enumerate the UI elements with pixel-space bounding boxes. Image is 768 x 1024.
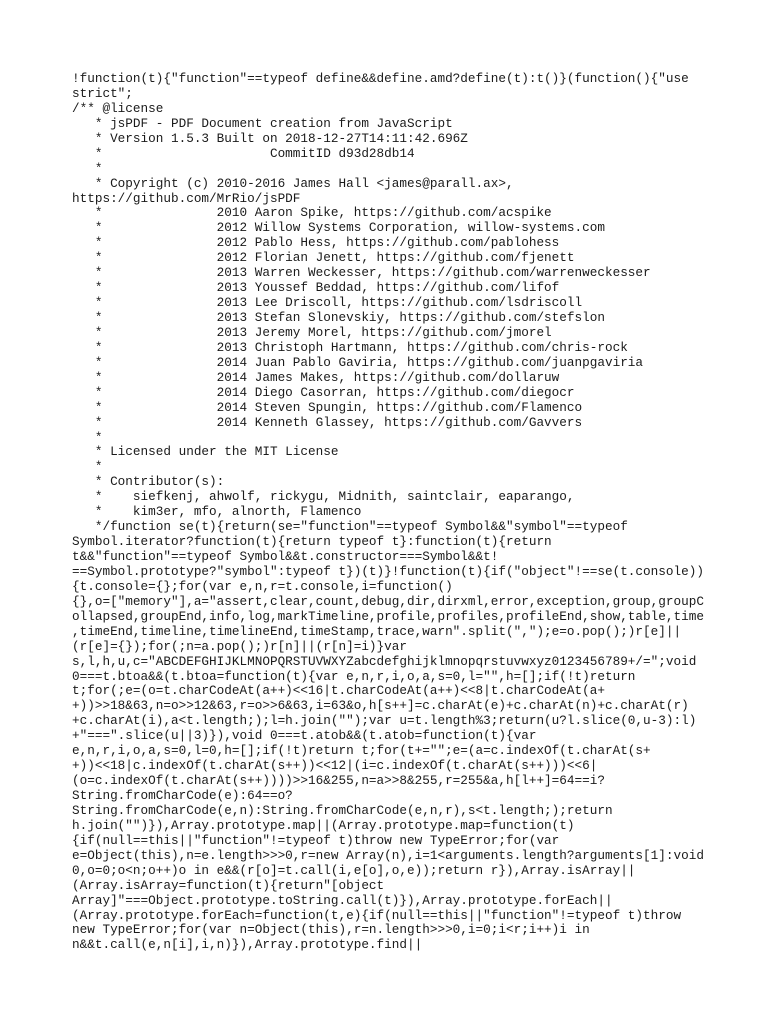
code-line: * 2013 Youssef Beddad, https://github.com/lifof	[72, 280, 560, 296]
code-line: String.fromCharCode(e,n):String.fromCharCode(e,n,r),s<t.length;);return	[72, 802, 613, 818]
code-line: +c.charAt(i),a<t.length;);l=h.join("");var u=t.length%3;return(u?l.slice(0,u-3):l)	[72, 713, 697, 729]
code-line: Array]"===Object.prototype.toString.call(t)}),Array.prototype.forEach||	[72, 892, 613, 908]
code-line: {},o=["memory"],a="assert,clear,count,debug,dir,dirxml,error,exception,group,groupC	[72, 593, 704, 609]
code-line: {t.console={};for(var e,n,r=t.console,i=function()	[72, 578, 453, 594]
code-line: * Contributor(s):	[72, 474, 225, 490]
code-line: * 2014 Diego Casorran, https://github.com/diegocr	[72, 384, 575, 400]
code-line: * 2013 Christoph Hartmann, https://github.com/chris-rock	[72, 339, 628, 355]
code-line: (r[e]={});for(;n=a.pop();)r[n]||(r[n]=i)}var	[72, 638, 408, 654]
code-line: +"===".slice(u||3)}),void 0===t.atob&&(t.atob=function(t){var	[72, 728, 537, 744]
code-line: 0===t.btoa&&(t.btoa=function(t){var e,n,r,i,o,a,s=0,l="",h=[];if(!t)return	[72, 668, 636, 684]
code-line: * 2013 Stefan Slonevskiy, https://github.com/stefslon	[72, 310, 605, 325]
code-line: !function(t){"function"==typeof define&&define.amd?define(t):t()}(function(){"use	[72, 71, 689, 86]
code-line: * kim3er, mfo, alnorth, Flamenco	[72, 504, 362, 520]
code-line: e=Object(this),n=e.length>>>0,r=new Array(n),i=1<arguments.length?arguments[1]:void	[72, 847, 704, 863]
code-line: * Copyright (c) 2010-2016 James Hall <james@parall.ax>,	[72, 175, 514, 191]
code-line: e,n,r,i,o,a,s=0,l=0,h=[];if(!t)return t;for(t+="";e=(a=c.indexOf(t.charAt(s+	[72, 743, 651, 759]
code-line: (Array.isArray=function(t){return"[object	[72, 877, 385, 893]
code-line: * 2010 Aaron Spike, https://github.com/acspike	[72, 205, 552, 221]
code-line: ollapsed,groupEnd,info,log,markTimeline,profile,profiles,profileEnd,show,table,time	[72, 608, 704, 624]
code-line: s,l,h,u,c="ABCDEFGHIJKLMNOPQRSTUVWXYZabcdefghijklmnopqrstuvwxyz0123456789+/=";void	[72, 653, 697, 669]
code-line: *	[72, 160, 103, 176]
code-line: * jsPDF - PDF Document creation from JavaScript	[72, 115, 453, 131]
code-line: strict";	[72, 85, 133, 101]
code-line: Symbol.iterator?function(t){return typeof t}:function(t){return	[72, 534, 552, 550]
code-line: String.fromCharCode(e):64==o?	[72, 788, 293, 803]
code-line: https://github.com/MrRio/jsPDF	[72, 190, 301, 206]
code-text-block	[72, 72, 702, 953]
code-line: * 2014 James Makes, https://github.com/dollaruw	[72, 369, 560, 385]
code-line: +))>>18&63,n=o>>12&63,r=o>>6&63,i=63&o,h[s++]=c.charAt(e)+c.charAt(n)+c.charAt(r)	[72, 698, 689, 714]
code-line: *	[72, 429, 103, 445]
code-line: * 2014 Juan Pablo Gaviria, https://github.com/juanpgaviria	[72, 354, 644, 370]
code-line: +))<<18|c.indexOf(t.charAt(s++))<<12|(i=c.indexOf(t.charAt(s++)))<<6|	[72, 758, 598, 774]
code-line: * 2013 Lee Driscoll, https://github.com/lsdriscoll	[72, 295, 583, 311]
code-line: ==Symbol.prototype?"symbol":typeof t})(t)}!function(t){if("object"!==se(t.console))	[72, 563, 704, 579]
code-line: * Version 1.5.3 Built on 2018-12-27T14:11:42.696Z	[72, 130, 468, 146]
code-line: * Licensed under the MIT License	[72, 444, 339, 460]
code-line: {if(null==this||"function"!=typeof t)throw new TypeError;for(var	[72, 832, 560, 848]
code-line: * 2012 Florian Jenett, https://github.com/fjenett	[72, 250, 575, 266]
code-line: t&&"function"==typeof Symbol&&t.constructor===Symbol&&t!	[72, 549, 499, 564]
code-line: 0,o=0;o<n;o++)o in e&&(r[o]=t.call(i,e[o],o,e));return r}),Array.isArray||	[72, 862, 636, 878]
code-line: n&&t.call(e,n[i],i,n)}),Array.prototype.find||	[72, 937, 423, 953]
code-line: /** @license	[72, 100, 164, 116]
code-line: t;for(;e=(o=t.charCodeAt(a++)<<16|t.charCodeAt(a++)<<8|t.charCodeAt(a+	[72, 683, 605, 699]
code-line: * siefkenj, ahwolf, rickygu, Midnith, saintclair, eaparango,	[72, 489, 575, 505]
code-line: * CommitID d93d28db14	[72, 145, 415, 161]
code-line: * 2012 Pablo Hess, https://github.com/pablohess	[72, 235, 560, 251]
code-line: * 2014 Kenneth Glassey, https://github.com/Gavvers	[72, 414, 583, 430]
code-line: * 2013 Warren Weckesser, https://github.com/warrenweckesser	[72, 265, 651, 281]
code-line: * 2012 Willow Systems Corporation, willow-systems.com	[72, 220, 605, 236]
code-line: ,timeEnd,timeline,timelineEnd,timeStamp,trace,warn".split(",");e=o.pop();)r[e]||	[72, 623, 682, 639]
code-line: (o=c.indexOf(t.charAt(s++))))>>16&255,n=a>>8&255,r=255&a,h[l++]=64==i?	[72, 773, 605, 789]
code-line: * 2013 Jeremy Morel, https://github.com/jmorel	[72, 324, 552, 340]
code-line: * 2014 Steven Spungin, https://github.com/Flamenco	[72, 399, 583, 415]
code-line: */function se(t){return(se="function"==typeof Symbol&&"symbol"==typeof	[72, 519, 628, 535]
code-line: new TypeError;for(var n=Object(this),r=n.length>>>0,i=0;i<r;i++)i in	[72, 922, 590, 938]
code-line: h.join("")}),Array.prototype.map||(Array.prototype.map=function(t)	[72, 817, 575, 833]
code-line: (Array.prototype.forEach=function(t,e){if(null==this||"function"!=typeof t)throw	[72, 907, 682, 923]
code-line: *	[72, 459, 103, 475]
